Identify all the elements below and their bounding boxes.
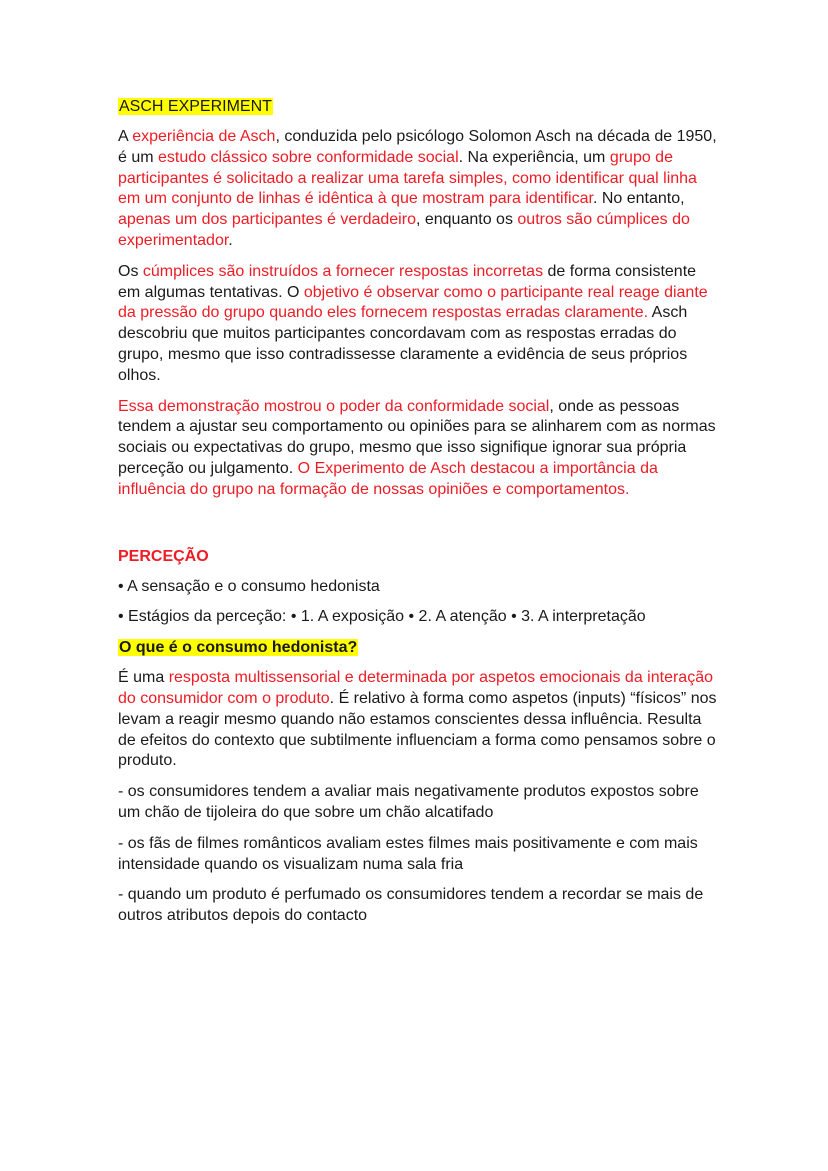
- text-run: É uma: [118, 669, 169, 687]
- asch-paragraph-3: [118, 397, 718, 501]
- text-run: Os: [118, 262, 143, 280]
- text-run: de forma consistente em algumas tentativas. O: [118, 262, 697, 301]
- text-run: . É relativo à forma como aspetos (inputs) “físicos” nos levam a reagir mesmo quando não estamos conscientes dessa influência. Resulta de efeitos do contexto que subtilmente influenciam a forma como pensamos sobre o produto.: [118, 689, 717, 770]
- hedonic-question-heading: [118, 638, 718, 658]
- text-run: . Na experiência, um: [458, 148, 610, 166]
- asch-paragraph-2: [118, 262, 718, 387]
- asch-paragraph-1: [118, 127, 718, 252]
- emphasis-run: grupo de participantes é solicitado a realizar uma tarefa simples, como identificar qual linha em um conjunto de linhas é idêntica à que mostram para identificar: [118, 148, 697, 208]
- emphasis-run: outros são cúmplices do experimentador: [118, 211, 690, 249]
- emphasis-run: experiência de Asch: [132, 128, 276, 145]
- hedonic-question-highlight: O que é o consumo hedonista?: [119, 639, 358, 657]
- example-item: - os consumidores tendem a avaliar mais negativamente produtos expostos sobre um chão de tijoleira do que sobre um chão alcatifado: [118, 783, 699, 821]
- emphasis-run: apenas um dos participantes é verdadeiro: [118, 211, 416, 229]
- text-run: , enquanto os: [415, 211, 518, 229]
- emphasis-run: objetivo é observar como o participante real reage diante da pressão do grupo quando eles fornecem respostas erradas claramente.: [118, 283, 708, 322]
- text-run: , onde as pessoas tendem a ajustar seu comportamento ou opiniões para se alinharem com as normas sociais ou expectativas do grupo, mesmo que isso signifique ignorar sua própria perceção ou julgamento.: [118, 397, 716, 477]
- perception-bullet: • Estágios da perceção: • 1. A exposição • 2. A atenção • 3. A interpretação: [118, 608, 646, 626]
- emphasis-run: cúmplices são instruídos a fornecer respostas incorretas: [142, 262, 544, 280]
- text-run: , conduzida pelo psicólogo Solomon Asch na década de 1950, é um: [118, 128, 717, 166]
- hedonic-answer-paragraph: [118, 668, 718, 772]
- example-item: - quando um produto é perfumado os consumidores tendem a recordar se mais de outros atributos depois do contacto: [118, 886, 704, 925]
- emphasis-run: O Experimento de Asch destacou a importância da influência do grupo na formação de nossas opiniões e comportamentos.: [118, 459, 658, 498]
- text-run: . No entanto,: [592, 190, 685, 208]
- example-item: - os fãs de filmes românticos avaliam estes filmes mais positivamente e com mais intensidade quando os visualizam numa sala fria: [118, 834, 698, 873]
- asch-title-highlight: ASCH EXPERIMENT: [119, 98, 272, 115]
- emphasis-run: estudo clássico sobre conformidade social: [158, 148, 459, 166]
- emphasis-run: Essa demonstração mostrou o poder da conformidade social: [118, 397, 550, 415]
- document-page: [118, 97, 718, 937]
- emphasis-run: resposta multissensorial e determinada por aspetos emocionais da interação do consumidor com o produto: [118, 669, 713, 707]
- text-run: Asch descobriu que muitos participantes concordavam com as respostas erradas do grupo, mesmo que isso contradissesse claramente a evidência de seus próprios olhos.: [118, 304, 688, 384]
- text-run: A: [118, 128, 133, 145]
- perception-bullet: • A sensação e o consumo hedonista: [118, 577, 380, 595]
- perception-section-title: PERCEÇÃO: [118, 547, 209, 565]
- asch-section-title: [118, 97, 718, 117]
- text-run: .: [228, 231, 233, 249]
- section-spacer: [118, 511, 718, 547]
